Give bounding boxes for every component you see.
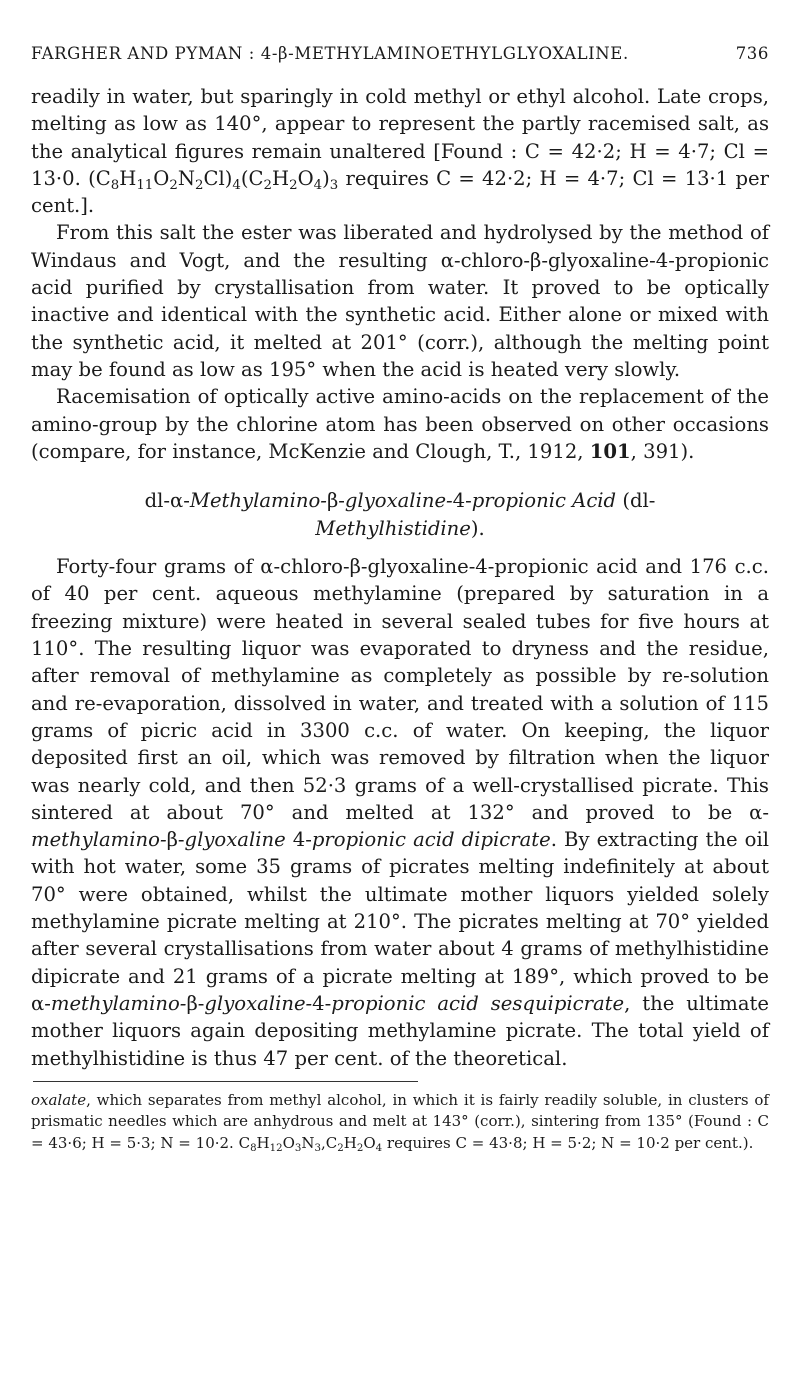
p1-text: H — [119, 166, 137, 190]
heading-part: propionic Acid — [471, 489, 617, 513]
heading-part: glyoxaline- — [344, 489, 453, 513]
paragraph-1 — [31, 83, 769, 219]
p4-italic: methylamino- — [31, 828, 167, 852]
footnote-text: H — [256, 1133, 270, 1152]
footnote-text: ,C — [321, 1133, 338, 1152]
footnote-sub: 12 — [269, 1142, 283, 1154]
p1-text: O — [297, 166, 314, 190]
footnote-text: N — [301, 1133, 315, 1152]
footnote-sub: 3 — [294, 1142, 302, 1154]
p1-sub: 3 — [329, 177, 339, 193]
footnote-sub: 8 — [250, 1142, 257, 1154]
p1-text: requires C = 42·2; H = 4·7; Cl = 13·1 per cent.]. — [31, 166, 769, 218]
p1-sub: 4 — [313, 177, 323, 193]
p4-text: Forty-four grams of α-chloro-β-glyoxaline-4-propionic acid and 176 c.c. of 40 per cent. aqueous methylamine (prepared by saturation in a freezing mixture) were heated in several sealed tubes for five hours at 110°. The resulting liquor was evaporated to dryness and the residue, after removal of methylamine as completely as possible by re-solution and re-evaporation, dissolved in water, and treated with a solution of 115 grams of picric acid in 3300 c.c. of water. On keeping, the liquor deposited first an oil, which was removed by filtration when the liquor was nearly cold, and then 52·3 grams of a well-crystallised picrate. This sintered at about 70° and melted at 132° and proved to be α- — [31, 555, 769, 824]
p3-text: , 391). — [630, 439, 695, 463]
heading-part: Methylamino- — [189, 489, 327, 513]
p3-text: Racemisation of optically active amino-acids on the replacement of the amino-group by the chlorine atom has been observed on other occasions (compare, for instance, McKenzie and Clough, T., 1912, — [31, 385, 769, 463]
heading-part: ). — [470, 517, 485, 541]
page — [31, 44, 769, 1154]
p1-sub: 2 — [289, 177, 298, 193]
footnote-sub: 3 — [314, 1142, 322, 1154]
p4-text: β- — [166, 828, 185, 852]
footnote — [31, 1090, 769, 1154]
p4-italic: glyoxaline — [184, 828, 286, 852]
paragraph-2: From this salt the ester was liberated and hydrolysed by the method of Windaus and Vogt, and the resulting α-chloro-β-glyoxaline-4-propionic acid purified by crystallisation from water. It proved to be optically inactive and identical with the synthetic acid. Either alone or mixed with the synthetic acid, it melted at 201° (corr.), although the melting point may be found as low as 195° when the acid is heated very slowly. — [31, 221, 769, 381]
footnote-sub: 4 — [375, 1142, 383, 1154]
heading-part: Methylhistidine — [315, 517, 471, 541]
p1-text-a: readily in water, but sparingly in cold methyl or ethyl alcohol. Late crops, melting as low as 140°, appear to represent the partly racemised salt, as the analytical figures remain unaltered [Found : C = 42·2; H = 4·7; Cl = 13·0. (C — [31, 85, 769, 190]
footnote-divider — [33, 1081, 418, 1082]
page-number: 736 — [735, 44, 769, 63]
footnote-italic: oxalate — [31, 1090, 87, 1109]
footnote-sub: 2 — [356, 1142, 364, 1154]
heading-part: dl-α- — [144, 489, 190, 513]
paragraph-3 — [31, 383, 769, 465]
p4-italic: propionic acid dipicrate — [311, 828, 551, 852]
p1-sub: 2 — [169, 177, 178, 193]
p1-sub: 2 — [194, 177, 204, 193]
p4-text: β- — [186, 991, 205, 1015]
article-body — [31, 83, 769, 1072]
section-heading — [61, 487, 739, 543]
p4-text: 4- — [312, 991, 332, 1015]
volume-number: 101 — [589, 439, 631, 463]
paragraph-4 — [31, 553, 769, 1072]
p4-text: 4- — [285, 828, 312, 852]
footnote-text: , which separates from methyl alcohol, in which it is fairly readily soluble, in clusters of prismatic needles which are anhydrous and melt at 143° (corr.), sintering from 135° (Found : C = 43·6; H = 5·3; N = 10·2. C — [31, 1090, 769, 1152]
p1-sub: 8 — [110, 177, 120, 193]
p1-text: Cl) — [203, 166, 233, 190]
p4-italic: glyoxaline- — [204, 991, 313, 1015]
p4-text: , the ultimate mother liquors again depositing methylamine picrate. The total yield of methylhistidine is thus 47 per cent. of the theoretical. — [31, 991, 770, 1070]
footnote-text: O — [282, 1133, 295, 1152]
heading-part: 4- — [452, 489, 472, 513]
p1-text: N — [177, 166, 195, 190]
p1-sub: 2 — [263, 177, 272, 193]
footnote-text: H — [343, 1133, 357, 1152]
running-header — [31, 44, 769, 63]
p4-text: . By extracting the oil with hot water, some 35 grams of picrates melting indefinitely at about 70° were obtained, whilst the ultimate mother liquors yielded solely methylamine picrate melting at 210°. The picrates melting at 70° yielded after several crystallisations from water about 4 grams of methylhistidine dipicrate and 21 grams of a picrate melting at 189°, which proved to be α- — [31, 828, 769, 1015]
heading-part: β- — [326, 489, 345, 513]
heading-part: (dl- — [616, 489, 656, 513]
p4-italic: methylamino- — [50, 991, 187, 1015]
p1-sub: 11 — [136, 177, 154, 193]
running-head-title: FARGHER AND PYMAN : 4-β-METHYLAMINOETHYLGLYOXALINE. — [31, 44, 629, 63]
footnote-text: requires C = 43·8; H = 5·2; N = 10·2 per cent.). — [382, 1133, 754, 1152]
p1-sub: 4 — [232, 177, 241, 193]
p4-italic: propionic acid sesquipicrate — [331, 991, 625, 1015]
footnote-sub: 2 — [337, 1142, 344, 1154]
p1-text: H — [271, 166, 290, 190]
p1-text: ) — [322, 166, 330, 190]
footnote-text: O — [363, 1133, 376, 1152]
p1-text: O — [153, 166, 170, 190]
p1-text: (C — [240, 166, 264, 190]
